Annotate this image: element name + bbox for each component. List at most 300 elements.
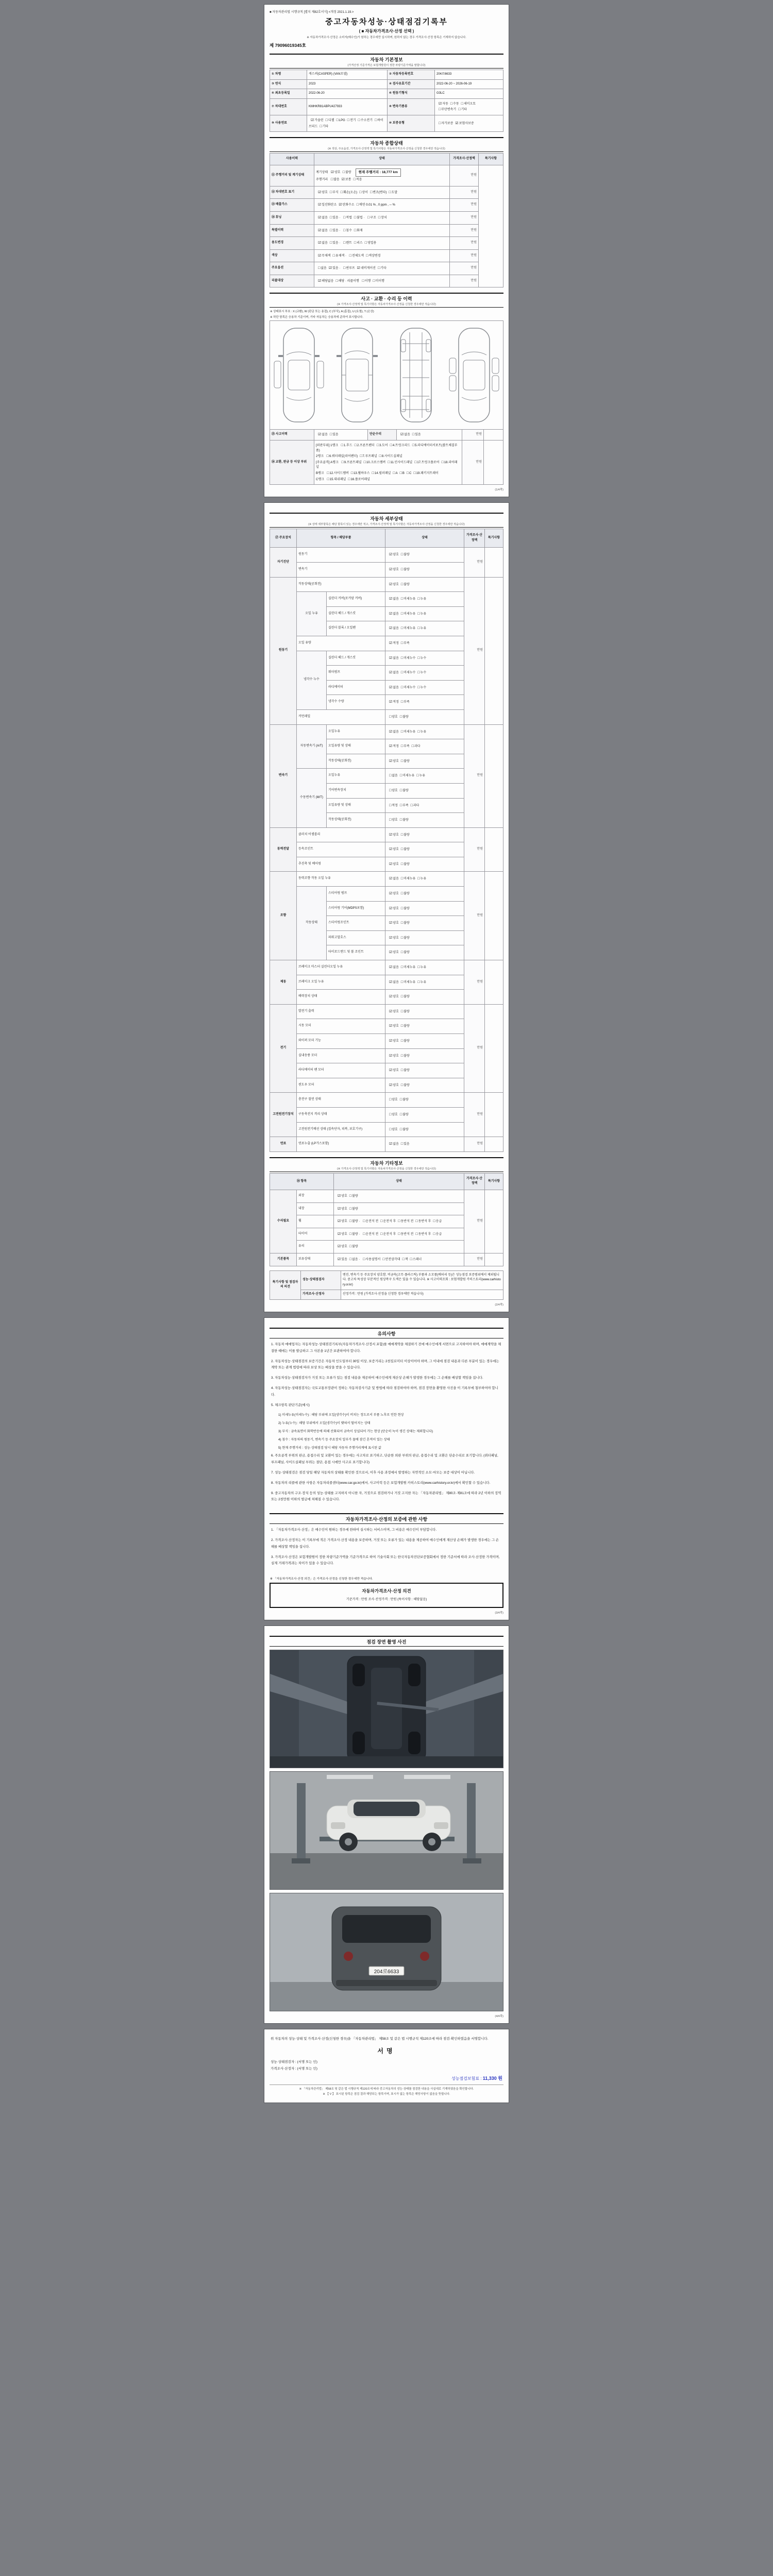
- checkbox-label: 11.인사이드패널: [390, 461, 413, 464]
- checkbox-checked-icon[interactable]: ☑: [389, 759, 393, 763]
- table-row: [270, 199, 503, 212]
- checkbox-checked-icon[interactable]: ☑: [328, 266, 332, 270]
- checkbox-icon[interactable]: □: [399, 471, 402, 476]
- checkbox-checked-icon[interactable]: ☑: [389, 936, 393, 940]
- checkbox-checked-icon[interactable]: ☑: [400, 433, 404, 437]
- checkbox-checked-icon[interactable]: ☑: [389, 892, 393, 896]
- checkbox-icon[interactable]: □: [400, 965, 404, 970]
- checkbox-checked-icon[interactable]: ☑: [389, 641, 393, 645]
- checkbox-icon[interactable]: □: [400, 906, 404, 910]
- checkbox-checked-icon[interactable]: ☑: [389, 1069, 393, 1073]
- checkbox-checked-icon[interactable]: ☑: [389, 965, 393, 970]
- checkbox-checked-icon[interactable]: ☑: [389, 877, 393, 881]
- checkbox-label: 양호: [393, 951, 399, 955]
- cell-text: ·: [344, 254, 347, 258]
- checkbox-icon[interactable]: □: [373, 279, 375, 283]
- checkbox-icon[interactable]: □: [343, 241, 346, 245]
- inspection-photo-underbody: [270, 1650, 503, 1768]
- checkbox-icon[interactable]: □: [400, 582, 404, 586]
- checkbox-checked-icon[interactable]: ☑: [389, 671, 393, 675]
- checkbox-checked-icon[interactable]: ☑: [389, 553, 393, 557]
- price-cell: 만원: [464, 577, 485, 724]
- table-row: [270, 237, 503, 250]
- checkbox-icon[interactable]: □: [400, 862, 404, 866]
- checkbox-label: 불량: [404, 892, 410, 896]
- cell-text: ·: [338, 242, 342, 245]
- checkbox-label: 없음: [393, 627, 399, 631]
- checkbox-checked-icon[interactable]: ☑: [389, 685, 393, 689]
- checkbox-icon[interactable]: □: [325, 118, 328, 122]
- checkbox-icon[interactable]: □: [349, 1257, 352, 1261]
- checkbox-checked-icon[interactable]: ☑: [389, 1142, 393, 1146]
- checkbox-icon[interactable]: □: [363, 1219, 365, 1224]
- checkbox-label: 불량: [404, 1010, 410, 1013]
- checkbox-icon[interactable]: □: [433, 1219, 435, 1224]
- cell: 실내송풍 모터: [297, 1048, 385, 1063]
- checkbox-checked-icon[interactable]: ☑: [389, 612, 393, 616]
- checkbox-icon[interactable]: □: [400, 1039, 404, 1043]
- checkbox-icon[interactable]: □: [349, 1207, 352, 1211]
- pricing-guarantee-list: [270, 1525, 503, 1572]
- checkbox-icon[interactable]: □: [400, 612, 404, 616]
- checkbox-checked-icon[interactable]: ☑: [318, 433, 322, 437]
- checkbox-checked-icon[interactable]: ☑: [389, 951, 393, 955]
- checkbox-icon[interactable]: □: [354, 215, 357, 219]
- checkbox-label: 양호: [341, 1245, 347, 1249]
- checkbox-checked-icon[interactable]: ☑: [389, 568, 393, 572]
- checkbox-icon[interactable]: □: [417, 612, 420, 616]
- checkbox-icon[interactable]: □: [415, 1232, 418, 1236]
- price-cell: 만원: [450, 199, 479, 212]
- checkbox-checked-icon[interactable]: ☑: [338, 1207, 341, 1211]
- cell: ⑧ 변속기종류: [388, 98, 435, 115]
- checkbox-icon[interactable]: □: [377, 266, 380, 270]
- checkbox-icon[interactable]: □: [400, 700, 404, 704]
- checkbox-icon[interactable]: □: [411, 744, 414, 749]
- fineprint-line-1: ※ 「자동차관리법」 제58조 및 같은 법 시행규칙 제120조에 따라 중고자동차의 성능·상태를 점검한 내용을 사실대로 기재하였음을 확인합니다.: [299, 2088, 474, 2091]
- checkbox-checked-icon[interactable]: ☑: [318, 241, 322, 245]
- checkbox-checked-icon[interactable]: ☑: [330, 170, 334, 174]
- checkbox-label: 세미오토: [463, 102, 476, 106]
- checkbox-icon[interactable]: □: [400, 995, 404, 999]
- checkbox-icon[interactable]: □: [400, 848, 404, 852]
- cell: [485, 1004, 503, 1093]
- checkbox-label: C: [409, 472, 412, 476]
- checkbox-icon[interactable]: □: [329, 215, 332, 219]
- checkbox-icon[interactable]: □: [359, 190, 362, 194]
- checkbox-checked-icon[interactable]: ☑: [338, 1232, 341, 1236]
- checkbox-icon[interactable]: □: [400, 685, 404, 689]
- checkbox-icon[interactable]: □: [400, 553, 404, 557]
- checkbox-icon[interactable]: □: [330, 178, 333, 182]
- checkbox-icon[interactable]: □: [400, 568, 404, 572]
- checkbox-label: 없음: [393, 730, 399, 734]
- checkbox-icon[interactable]: □: [413, 471, 416, 476]
- checkbox-checked-icon[interactable]: ☑: [389, 995, 393, 999]
- table-row: [270, 1270, 503, 1290]
- checkbox-icon[interactable]: □: [400, 597, 404, 601]
- cell-text: ·: [338, 229, 342, 232]
- checkbox-icon[interactable]: □: [327, 471, 329, 476]
- checkbox-label: 적정: [393, 641, 399, 645]
- checkbox-icon[interactable]: □: [400, 759, 404, 763]
- checkbox-checked-icon[interactable]: ☑: [389, 1024, 393, 1028]
- checkbox-icon[interactable]: □: [367, 215, 370, 219]
- checkbox-checked-icon[interactable]: ☑: [357, 266, 360, 270]
- checkbox-checked-icon[interactable]: ☑: [389, 626, 393, 631]
- cell: [385, 916, 464, 931]
- checkbox-icon[interactable]: □: [461, 101, 463, 106]
- checkbox-icon[interactable]: □: [399, 1098, 402, 1102]
- inspection-insurance-fee: [271, 2075, 502, 2081]
- section-basic-header: [270, 54, 503, 69]
- cell: KMHKR81ABPU427933: [307, 98, 388, 115]
- cell: [385, 739, 464, 754]
- checkbox-label: 14.필러패널: [374, 472, 391, 476]
- cell: 스티어링조인트: [327, 916, 385, 931]
- checkbox-label: 없음: [393, 598, 399, 601]
- checkbox-icon[interactable]: □: [400, 730, 404, 734]
- cell: 2022-06-20 ~ 2026-06-19: [435, 79, 503, 89]
- checkbox-icon[interactable]: □: [372, 471, 374, 476]
- checkbox-icon[interactable]: □: [417, 965, 420, 970]
- checkbox-checked-icon[interactable]: ☑: [318, 203, 322, 207]
- checkbox-icon[interactable]: □: [389, 1098, 392, 1102]
- checkbox-checked-icon[interactable]: ☑: [318, 190, 322, 194]
- cell: ⑯ 교환, 판금 등 이상 부위: [270, 440, 314, 485]
- cell: [385, 813, 464, 828]
- checkbox-checked-icon[interactable]: ☑: [341, 178, 345, 182]
- checkbox-checked-icon[interactable]: ☑: [389, 1054, 393, 1058]
- checkbox-icon[interactable]: □: [320, 124, 322, 128]
- checkbox-icon[interactable]: □: [398, 1232, 400, 1236]
- checkbox-icon[interactable]: □: [343, 215, 346, 219]
- checkbox-label: 부족: [404, 745, 410, 749]
- checkbox-label: B: [402, 472, 405, 476]
- checkbox-icon[interactable]: □: [356, 203, 359, 207]
- checkbox-icon[interactable]: □: [366, 253, 368, 258]
- checkbox-label: 불량: [404, 848, 410, 852]
- checkbox-icon[interactable]: □: [406, 471, 409, 476]
- checkbox-icon[interactable]: □: [329, 190, 332, 194]
- price-cell: 만원: [464, 1253, 485, 1266]
- inspection-photo-rear: [270, 1893, 503, 2011]
- checkbox-icon[interactable]: □: [354, 228, 357, 232]
- checkbox-icon[interactable]: □: [417, 626, 420, 631]
- checkbox-label: 없음: [322, 216, 328, 219]
- checkbox-icon[interactable]: □: [364, 241, 367, 245]
- checkbox-checked-icon[interactable]: ☑: [318, 279, 322, 283]
- pricing-opinion-box: [270, 1583, 503, 1608]
- cell: 배력장치 상태: [297, 990, 385, 1005]
- checkbox-icon[interactable]: □: [350, 471, 354, 476]
- checkbox-icon[interactable]: □: [358, 118, 360, 122]
- cell: ⑤ 최초등록일: [270, 89, 307, 99]
- checkbox-icon[interactable]: □: [349, 1194, 352, 1198]
- checkbox-checked-icon[interactable]: ☑: [389, 744, 393, 749]
- checkbox-icon[interactable]: □: [417, 671, 420, 675]
- checkbox-icon[interactable]: □: [389, 803, 392, 807]
- checkbox-checked-icon[interactable]: ☑: [338, 1219, 341, 1224]
- checkbox-label: 잭: [405, 1258, 408, 1261]
- section-pricing-guarantee-header: [270, 1513, 503, 1524]
- checkbox-icon[interactable]: □: [412, 444, 415, 448]
- checkbox-icon[interactable]: □: [341, 460, 344, 464]
- price-cell: 만원: [462, 440, 484, 485]
- checkbox-icon[interactable]: □: [380, 1232, 383, 1236]
- group-label-cell: 전기: [270, 1004, 297, 1093]
- cell: 워터펌프: [327, 666, 385, 681]
- checkbox-icon[interactable]: □: [400, 744, 404, 749]
- section-title: 자동차 기본정보: [370, 57, 403, 62]
- checkbox-icon[interactable]: □: [389, 190, 391, 194]
- checkbox-checked-icon[interactable]: ☑: [318, 228, 322, 232]
- checkbox-icon[interactable]: □: [400, 833, 404, 837]
- cell: [485, 1093, 503, 1137]
- checkbox-icon[interactable]: □: [399, 803, 402, 807]
- checkbox-checked-icon[interactable]: ☑: [389, 656, 393, 660]
- checkbox-label: 기타: [322, 125, 329, 128]
- page-title: 중고자동차성능·상태점검기록부: [325, 18, 448, 26]
- checkbox-icon[interactable]: □: [399, 818, 402, 822]
- checkbox-checked-icon[interactable]: ☑: [389, 1009, 393, 1013]
- checkbox-label: 전기: [349, 118, 356, 122]
- checkbox-label: 화재: [357, 229, 363, 232]
- cell: 리콜대상: [270, 275, 314, 287]
- checkbox-checked-icon[interactable]: ☑: [389, 730, 393, 734]
- checkbox-icon[interactable]: □: [389, 788, 392, 792]
- checkbox-icon[interactable]: □: [417, 980, 420, 984]
- checkbox-icon[interactable]: □: [363, 1257, 365, 1261]
- checkbox-icon[interactable]: □: [400, 877, 404, 881]
- checkbox-icon[interactable]: □: [388, 460, 390, 464]
- checkbox-checked-icon[interactable]: ☑: [339, 203, 342, 207]
- checkbox-icon[interactable]: □: [414, 460, 417, 464]
- checkbox-icon[interactable]: □: [402, 1257, 405, 1261]
- checkbox-icon[interactable]: □: [389, 774, 392, 778]
- checkbox-icon[interactable]: □: [379, 454, 381, 459]
- checkbox-label: 누수: [420, 671, 427, 675]
- checkbox-label: 양호: [393, 995, 399, 999]
- checkbox-checked-icon[interactable]: ☑: [389, 1083, 393, 1087]
- checkbox-icon[interactable]: □: [433, 1232, 435, 1236]
- checkbox-icon[interactable]: □: [329, 433, 332, 437]
- checkbox-checked-icon[interactable]: ☑: [389, 921, 393, 925]
- checkbox-label: 양호: [393, 553, 399, 557]
- checkbox-icon[interactable]: □: [400, 936, 404, 940]
- checkbox-checked-icon[interactable]: ☑: [389, 1039, 393, 1043]
- cell: 브레이크 오일 누유: [297, 975, 385, 990]
- checkbox-icon[interactable]: □: [400, 671, 404, 675]
- checkbox-icon[interactable]: □: [439, 108, 441, 112]
- checkbox-icon[interactable]: □: [332, 253, 335, 258]
- checkbox-checked-icon[interactable]: ☑: [389, 582, 393, 586]
- checkbox-checked-icon[interactable]: ☑: [455, 121, 459, 125]
- checkbox-icon[interactable]: □: [378, 215, 381, 219]
- pricing-opinion-body: 기준가격 : 만원 조사·산정가격 : 만원 (특이사항 : 해당없음): [346, 1598, 427, 1602]
- checkbox-icon[interactable]: □: [349, 1245, 352, 1249]
- checkbox-icon[interactable]: □: [399, 1127, 402, 1131]
- checkbox-icon[interactable]: □: [318, 266, 321, 270]
- checkbox-icon[interactable]: □: [417, 656, 420, 660]
- checkbox-icon[interactable]: □: [400, 1009, 404, 1013]
- checkbox-icon[interactable]: □: [354, 444, 357, 448]
- checkbox-label: 상이: [362, 191, 368, 194]
- checkbox-label: 가솔린: [314, 118, 324, 122]
- cell: [385, 827, 464, 842]
- checkbox-icon[interactable]: □: [439, 121, 441, 125]
- checkbox-icon[interactable]: □: [342, 170, 345, 174]
- checkbox-icon[interactable]: □: [400, 951, 404, 955]
- checkbox-icon[interactable]: □: [417, 685, 420, 689]
- pricing-opinion-title: 자동차가격조사·산정 의견: [362, 1588, 411, 1594]
- checkbox-checked-icon[interactable]: ☑: [389, 862, 393, 866]
- checkbox-label: 없음: [393, 612, 399, 616]
- cell: [334, 1253, 464, 1266]
- checkbox-checked-icon[interactable]: ☑: [318, 215, 322, 219]
- checkbox-icon[interactable]: □: [354, 241, 357, 245]
- checkbox-label: 많음: [333, 178, 340, 182]
- checkbox-icon[interactable]: □: [399, 774, 402, 778]
- cell: 내장: [297, 1202, 334, 1215]
- checkbox-label: 불량: [352, 1194, 358, 1198]
- checkbox-label: 누유: [420, 980, 427, 984]
- checkbox-icon[interactable]: □: [412, 433, 415, 437]
- checkbox-icon[interactable]: □: [369, 190, 373, 194]
- checkbox-icon[interactable]: □: [348, 477, 350, 481]
- checkbox-icon[interactable]: □: [400, 626, 404, 631]
- checkbox-icon[interactable]: □: [389, 818, 392, 822]
- checkbox-icon[interactable]: □: [380, 1219, 383, 1224]
- checkbox-label: 양호: [322, 191, 328, 194]
- checkbox-icon[interactable]: □: [441, 460, 444, 464]
- checkbox-label: 일산화탄소: [322, 204, 337, 207]
- checkbox-checked-icon[interactable]: ☑: [389, 980, 393, 984]
- checkbox-icon[interactable]: □: [458, 108, 461, 112]
- checkbox-icon[interactable]: □: [360, 454, 362, 459]
- checkbox-icon[interactable]: □: [399, 715, 402, 719]
- checkbox-icon[interactable]: □: [376, 444, 379, 448]
- checkbox-icon[interactable]: □: [450, 101, 453, 106]
- cell: 기어변속장치: [327, 783, 385, 798]
- checkbox-icon[interactable]: □: [349, 1232, 352, 1236]
- checkbox-icon[interactable]: □: [400, 1142, 404, 1146]
- checkbox-icon[interactable]: □: [343, 228, 346, 232]
- cell-text: 계기상태: [316, 171, 329, 174]
- checkbox-icon[interactable]: □: [389, 1127, 392, 1131]
- checkbox-icon[interactable]: □: [363, 460, 366, 464]
- checkbox-label: 불량: [404, 951, 410, 955]
- checkbox-icon[interactable]: □: [326, 454, 329, 459]
- checkbox-icon[interactable]: □: [398, 1219, 400, 1224]
- checkbox-checked-icon[interactable]: ☑: [389, 700, 393, 704]
- checkbox-icon[interactable]: □: [400, 892, 404, 896]
- checkbox-icon[interactable]: □: [390, 444, 392, 448]
- table-row: [270, 98, 503, 115]
- checkbox-checked-icon[interactable]: ☑: [439, 101, 442, 106]
- checkbox-checked-icon[interactable]: ☑: [338, 1194, 341, 1198]
- notice-subitem: 1) 미세누유(미세누수) : 해당 부위에 오일(냉각수)이 비치는 정도로서 부품 노후로 인한 현상: [278, 1413, 404, 1417]
- cell: [385, 592, 464, 607]
- checkbox-checked-icon[interactable]: ☑: [311, 118, 314, 122]
- section-accident-header: [270, 293, 503, 308]
- checkbox-icon[interactable]: □: [415, 1219, 418, 1224]
- checkbox-checked-icon[interactable]: ☑: [338, 1245, 341, 1249]
- checkbox-icon[interactable]: □: [417, 877, 420, 881]
- checkbox-icon[interactable]: □: [375, 118, 377, 122]
- checkbox-icon[interactable]: □: [417, 597, 420, 601]
- checkbox-label: 탄화수소: [342, 204, 355, 207]
- checkbox-icon[interactable]: □: [336, 118, 339, 122]
- checkbox-label: 부족: [404, 641, 410, 645]
- checkbox-icon[interactable]: □: [417, 730, 420, 734]
- checkbox-icon[interactable]: □: [400, 656, 404, 660]
- checkbox-checked-icon[interactable]: ☑: [389, 906, 393, 910]
- checkbox-icon[interactable]: □: [362, 279, 364, 283]
- cell: ③ 연식: [270, 79, 307, 89]
- cell: [385, 1137, 464, 1152]
- checkbox-icon[interactable]: □: [400, 641, 404, 645]
- checkbox-icon[interactable]: □: [389, 715, 392, 719]
- accident-legend-basis: ※ 하단 항목은 승용차 기준이며, 기타 자동차는 승용차에 준하여 표시합니다.: [270, 316, 363, 319]
- price-cell: 만원: [464, 827, 485, 872]
- checkbox-icon[interactable]: □: [400, 1069, 404, 1073]
- checkbox-icon[interactable]: □: [340, 190, 343, 194]
- checkbox-icon[interactable]: □: [363, 1232, 365, 1236]
- cell: [485, 872, 503, 960]
- checkbox-icon[interactable]: □: [329, 228, 332, 232]
- checkbox-label: 양호: [393, 936, 399, 940]
- checkbox-icon[interactable]: □: [410, 803, 413, 807]
- checkbox-icon[interactable]: □: [399, 788, 402, 792]
- checkbox-icon[interactable]: □: [349, 1219, 352, 1224]
- checkbox-checked-icon[interactable]: ☑: [338, 1257, 341, 1261]
- checkbox-checked-icon[interactable]: ☑: [389, 848, 393, 852]
- checkbox-checked-icon[interactable]: ☑: [318, 253, 322, 258]
- cell: 발전기 출력: [297, 1004, 385, 1019]
- cell: 추진축 및 베어링: [297, 857, 385, 872]
- checkbox-checked-icon[interactable]: ☑: [389, 597, 393, 601]
- checkbox-icon[interactable]: □: [399, 1112, 402, 1116]
- checkbox-icon[interactable]: □: [389, 1112, 392, 1116]
- checkbox-label: 자동: [442, 102, 448, 106]
- checkbox-checked-icon[interactable]: ☑: [389, 833, 393, 837]
- checkbox-icon[interactable]: □: [400, 1054, 404, 1058]
- checkbox-icon[interactable]: □: [335, 279, 338, 283]
- checkbox-icon[interactable]: □: [349, 253, 351, 258]
- checkbox-label: 양호: [393, 907, 399, 910]
- cell-text: C랭크: [316, 478, 325, 481]
- checkbox-icon[interactable]: □: [410, 1257, 412, 1261]
- checkbox-label: 미세누유: [404, 877, 416, 881]
- checkbox-icon[interactable]: □: [393, 471, 395, 476]
- checkbox-icon[interactable]: □: [400, 921, 404, 925]
- checkbox-icon[interactable]: □: [416, 774, 419, 778]
- checkbox-icon[interactable]: □: [347, 118, 349, 122]
- checkbox-icon[interactable]: □: [327, 477, 329, 481]
- checkbox-icon[interactable]: □: [400, 1024, 404, 1028]
- checkbox-label: 없음: [393, 686, 399, 689]
- checkbox-icon[interactable]: □: [353, 178, 356, 182]
- checkbox-icon[interactable]: □: [343, 266, 346, 270]
- checkbox-icon[interactable]: □: [329, 241, 332, 245]
- checkbox-icon[interactable]: □: [382, 1257, 385, 1261]
- checkbox-icon[interactable]: □: [400, 1083, 404, 1087]
- checkbox-label: 5.라디에이터서포트(볼트체결부품): [316, 444, 458, 452]
- checkbox-icon[interactable]: □: [341, 444, 344, 448]
- checkbox-label: 동반석 후: [418, 1220, 431, 1224]
- checkbox-icon[interactable]: □: [400, 980, 404, 984]
